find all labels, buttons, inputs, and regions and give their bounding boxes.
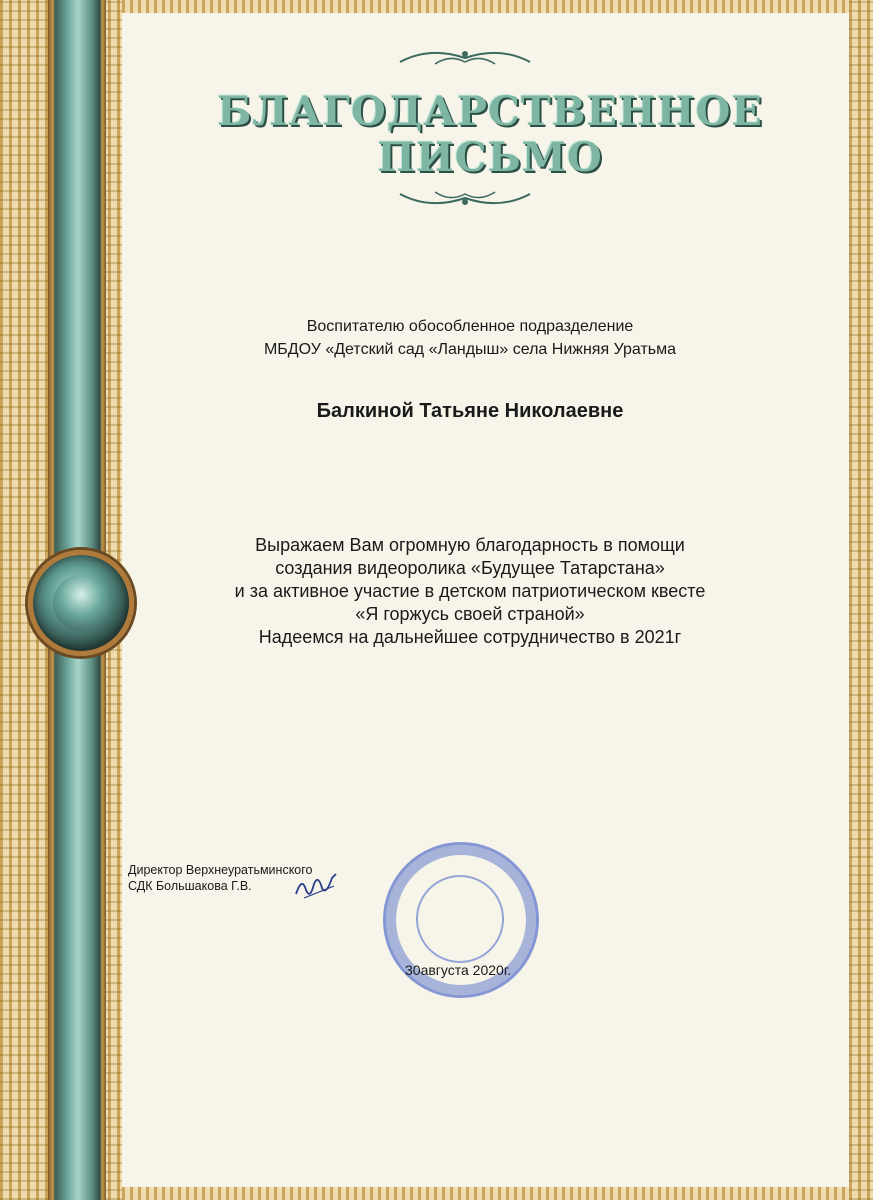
signatory-block	[128, 862, 313, 894]
message-line-5: Надеемся на дальнейшее сотрудничество в 2021г	[258, 627, 682, 647]
recipient-position-line-2: МБДОУ «Детский сад «Ландыш» села Нижняя Уратьма	[263, 341, 677, 358]
message-line-1: Выражаем Вам огромную благодарность в помощи	[255, 535, 685, 555]
medallion-ornament	[28, 550, 134, 656]
bottom-ornamental-border	[122, 1187, 849, 1200]
stamp-inner-ring	[416, 875, 504, 963]
handwritten-signature-icon	[292, 866, 342, 906]
message-line-2: создания видеоролика «Будущее Татарстана»	[275, 558, 665, 578]
signatory-title: Директор Верхнеуратьминского	[128, 863, 313, 877]
message-line-4: «Я горжусь своей страной»	[355, 604, 585, 624]
recipient-name: Балкиной Татьяне Николаевне	[316, 400, 624, 422]
bottom-flourish-icon	[395, 186, 535, 212]
issue-date: 30августа 2020г.	[405, 962, 512, 978]
signatory-name: СДК Большакова Г.В.	[128, 879, 252, 893]
top-flourish-icon	[395, 44, 535, 70]
title-line-1: БЛАГОДАРСТВЕННОЕ	[217, 88, 763, 135]
recipient-position-line-1: Воспитателю обособленное подразделение	[306, 318, 634, 335]
right-ornamental-border	[849, 0, 873, 1200]
message-line-3: и за активное участие в детском патриотическом квесте	[234, 581, 706, 601]
title-line-2: ПИСЬМО	[377, 134, 603, 181]
top-ornamental-border	[122, 0, 849, 13]
medallion-center	[53, 575, 109, 631]
